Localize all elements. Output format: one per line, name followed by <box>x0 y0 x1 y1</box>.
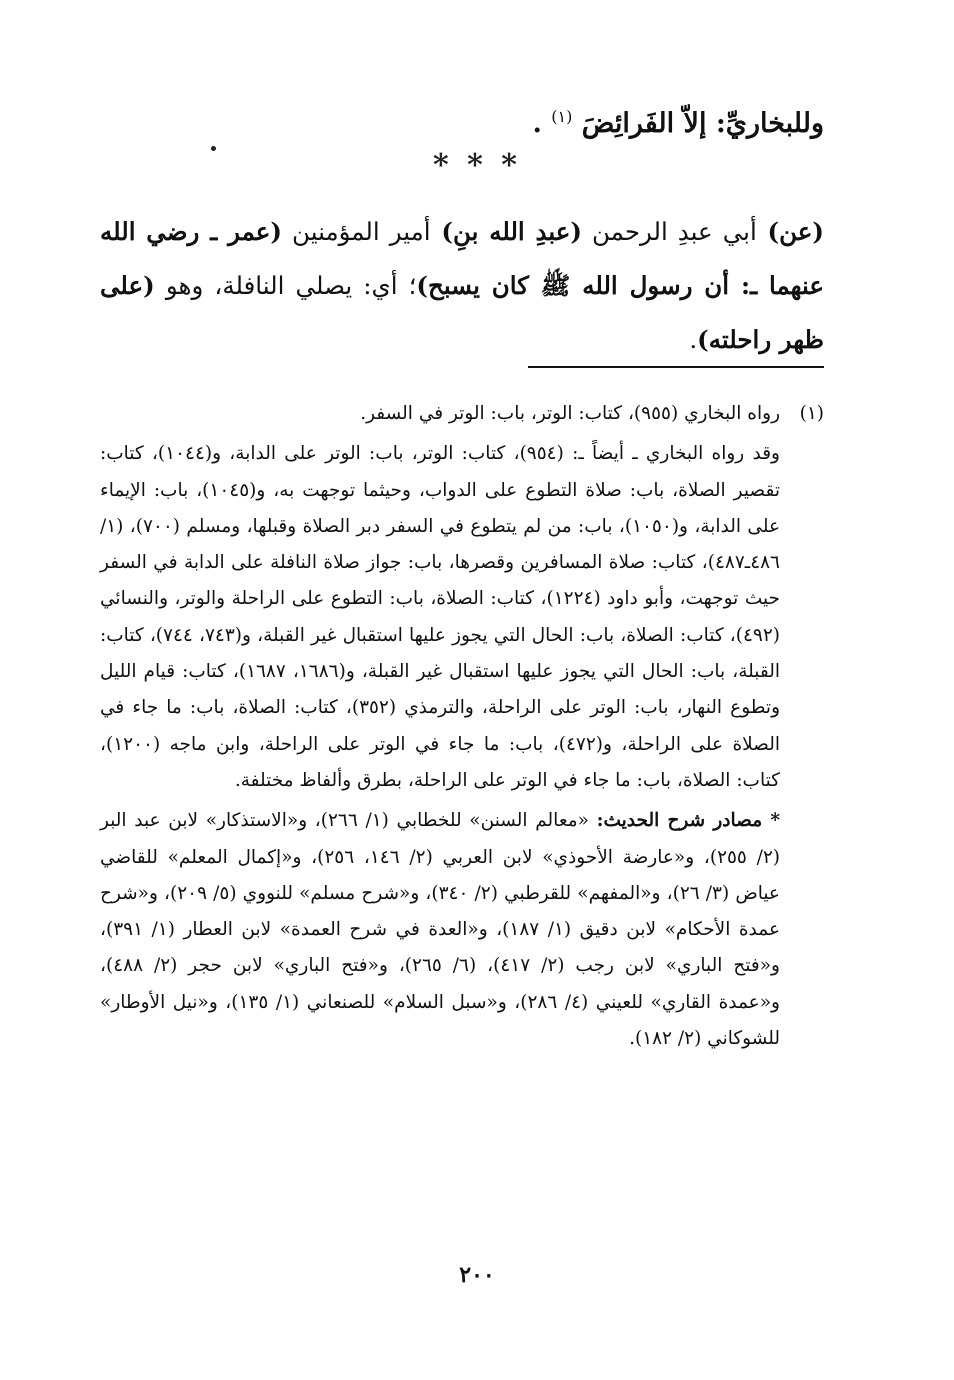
footnote-separator-rule <box>528 366 824 368</box>
footnote-1-body <box>100 396 780 1057</box>
hadith-part-7: (على ظهر راحلته) <box>100 271 824 354</box>
opening-line-end: . <box>532 108 542 139</box>
opening-line-text: وللبخاريِّ: إلاّ الفَرائِضَ <box>581 108 824 139</box>
hadith-part-4: أمير المؤمنين <box>282 217 431 246</box>
hadith-text <box>100 205 824 367</box>
hadith-part-3: (عبدِ الله بنِ) <box>430 217 582 246</box>
page-number: ٢٠٠ <box>459 1262 495 1288</box>
sources-text: «معالم السنن» للخطابي (١/ ٢٦٦)، و«الاستذكار» لابن عبد البر (٢/ ٢٥٥)، و«عارضة الأحوذي» لابن العربي (٢/ ١٤٦، ٢٥٦)، و«إكمال المعلم» للقاضي عياض (٣/ ٢٦)، و«المفهم» للقرطبي (٢/ ٣٤٠)، و«شرح مسلم» للنووي (٥/ ٢٠٩)، و«شرح عمدة الأحكام» لابن دقيق (١/ ١٨٧)، و«العدة في شرح العمدة» لابن العطار (١/ ٣٩١)، و«فتح الباري» لابن رجب (٢/ ٤١٧)، (٦/ ٢٦٥)، و«فتح الباري» لابن حجر (٢/ ٤٨٨)، و«عمدة القاري» للعيني (٤/ ٢٨٦)، و«سبل السلام» للصنعاني (١/ ١٣٥)، و«نيل الأوطار» للشوكاني (٢/ ١٨٢). <box>100 810 780 1050</box>
footnote-1-paragraph-2: وقد رواه البخاري ـ أيضاً ـ: (٩٥٤)، كتاب: الوتر، باب: الوتر على الدابة، و(١٠٤٤)، كتاب: تقصير الصلاة، باب: صلاة التطوع على الدواب، وحيثما توجهت به، و(١٠٤٥)، باب: الإيماء على الدابة، و(١٠٥٠)، باب: من لم يتطوع في السفر دبر الصلاة وقبلها، ومسلم (٧٠٠)، (١/ ٤٨٦ـ٤٨٧)، كتاب: صلاة المسافرين وقصرها، باب: جواز صلاة النافلة على الدابة في السفر حيث توجهت، وأبو داود (١٢٢٤)، كتاب: الصلاة، باب: التطوع على الراحلة والوتر، والنسائي (٤٩٢)، كتاب: الصلاة، باب: الحال التي يجوز عليها استقبال غير القبلة، و(٧٤٣، ٧٤٤)، كتاب: القبلة، باب: الحال التي يجوز عليها استقبال غير القبلة، و(١٦٨٦، ١٦٨٧)، كتاب: قيام الليل وتطوع النهار، باب: الوتر على الراحلة، والترمذي (٣٥٢)، كتاب: الصلاة، باب: ما جاء في الصلاة على الراحلة، و(٤٧٢)، باب: ما جاء في الوتر على الراحلة، وابن ماجه (١٢٠٠)، كتاب: الصلاة، باب: ما جاء في الوتر على الراحلة، بطرق وألفاظ مختلفة. <box>100 443 781 791</box>
hadith-part-1: (عن) <box>756 217 825 246</box>
footnote-1-line: رواه البخاري (٩٥٥)، كتاب: الوتر، باب: الوتر في السفر. <box>360 403 780 424</box>
sources-label: * مصادر شرح الحديث: <box>596 810 781 832</box>
footnote-reference[interactable]: (١) <box>551 107 573 126</box>
section-separator: * * * <box>433 148 521 183</box>
hadith-part-8: . <box>689 325 698 354</box>
footnotes <box>100 396 824 1057</box>
footnote-1 <box>100 396 824 1057</box>
hadith-part-6: ؛ أي: يصلي النافلة، وهو <box>154 271 417 300</box>
footnote-number: (١) <box>799 403 824 424</box>
opening-line <box>100 95 824 146</box>
footnote-sources <box>100 803 780 1057</box>
hadith-part-5: (عمر ـ رضي الله عنهما ـ: أن رسول الله ﷺ كان يسبح) <box>100 217 824 300</box>
hadith-part-2: أبي عبدِ الرحمن <box>581 217 757 246</box>
